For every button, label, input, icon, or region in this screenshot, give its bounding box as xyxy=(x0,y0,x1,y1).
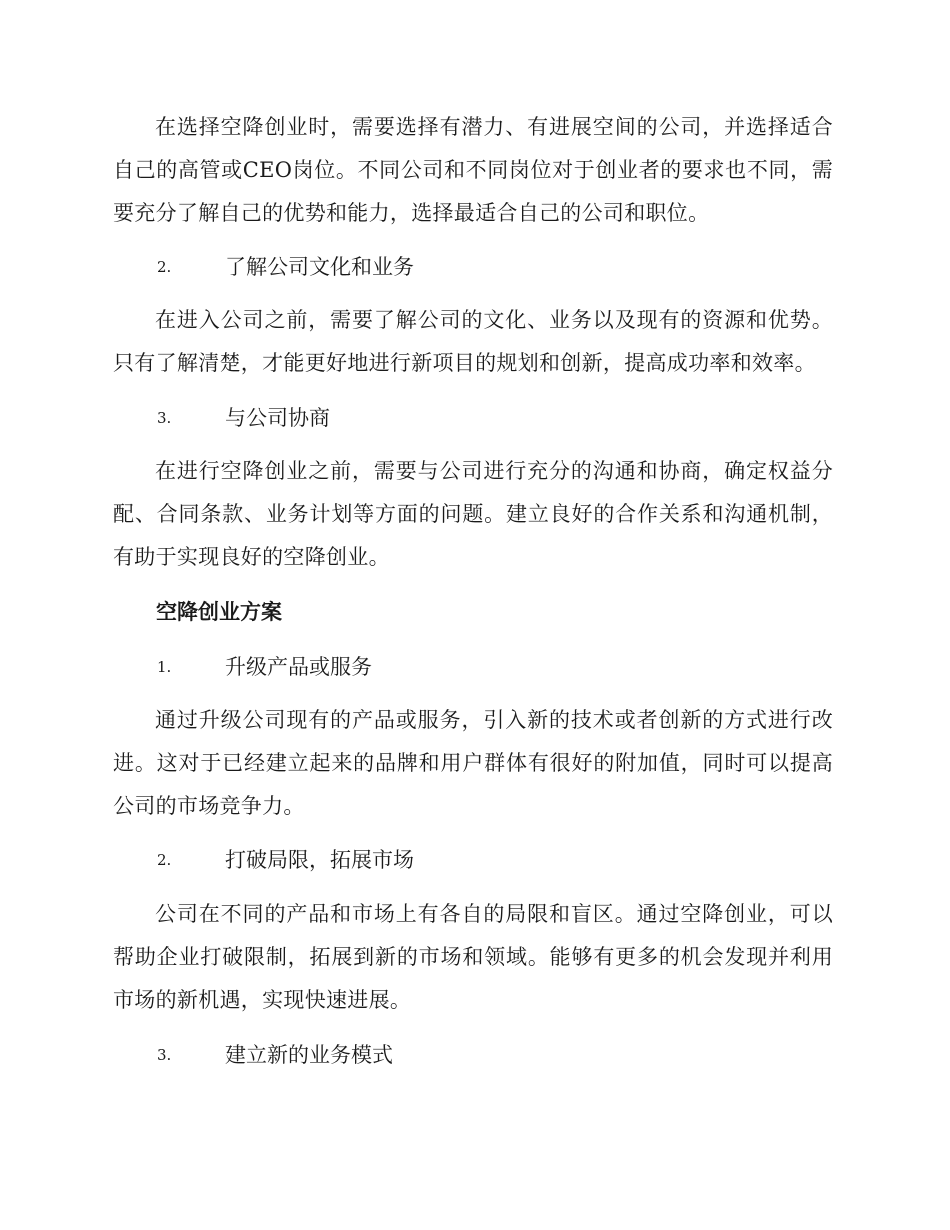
list-item-upgrade-product xyxy=(157,652,372,682)
list-number: 2. xyxy=(157,258,172,276)
list-item-understand-company xyxy=(157,252,414,282)
paragraph-understand-company: 在进入公司之前，需要了解公司的文化、业务以及现有的资源和优势。只有了解清楚，才能更好地进行新项目的规划和创新，提高成功率和效率。 xyxy=(113,308,833,375)
paragraph-upgrade-product: 通过升级公司现有的产品或服务，引入新的技术或者创新的方式进行改进。这对于已经建立起来的品牌和用户群体有很好的附加值，同时可以提高公司的市场竞争力。 xyxy=(113,708,833,818)
list-number: 1. xyxy=(157,658,172,676)
list-item-title: 建立新的业务模式 xyxy=(225,1043,393,1067)
list-item-title: 了解公司文化和业务 xyxy=(225,255,414,279)
paragraph-expand-market: 公司在不同的产品和市场上有各自的局限和盲区。通过空降创业，可以帮助企业打破限制，拓展到新的市场和领域。能够有更多的机会发现并利用市场的新机遇，实现快速进展。 xyxy=(113,902,833,1012)
list-item-negotiate xyxy=(157,403,330,433)
list-item-title: 与公司协商 xyxy=(225,406,330,430)
list-item-title: 升级产品或服务 xyxy=(225,655,372,679)
list-number: 2. xyxy=(157,851,172,869)
paragraph-negotiate: 在进行空降创业之前，需要与公司进行充分的沟通和协商，确定权益分配、合同条款、业务计划等方面的问题。建立良好的合作关系和沟通机制，有助于实现良好的空降创业。 xyxy=(113,459,833,569)
section-heading: 空降创业方案 xyxy=(156,600,282,624)
paragraph-select-position: 在选择空降创业时，需要选择有潜力、有进展空间的公司，并选择适合自己的高管或CEO岗位。不同公司和不同岗位对于创业者的要求也不同，需要充分了解自己的优势和能力，选择最适合自己的公司和职位。 xyxy=(113,115,833,225)
list-number: 3. xyxy=(157,1046,172,1064)
list-item-expand-market xyxy=(157,845,414,875)
list-number: 3. xyxy=(157,409,172,427)
list-item-new-business-model xyxy=(157,1040,393,1070)
list-item-title: 打破局限，拓展市场 xyxy=(225,848,414,872)
